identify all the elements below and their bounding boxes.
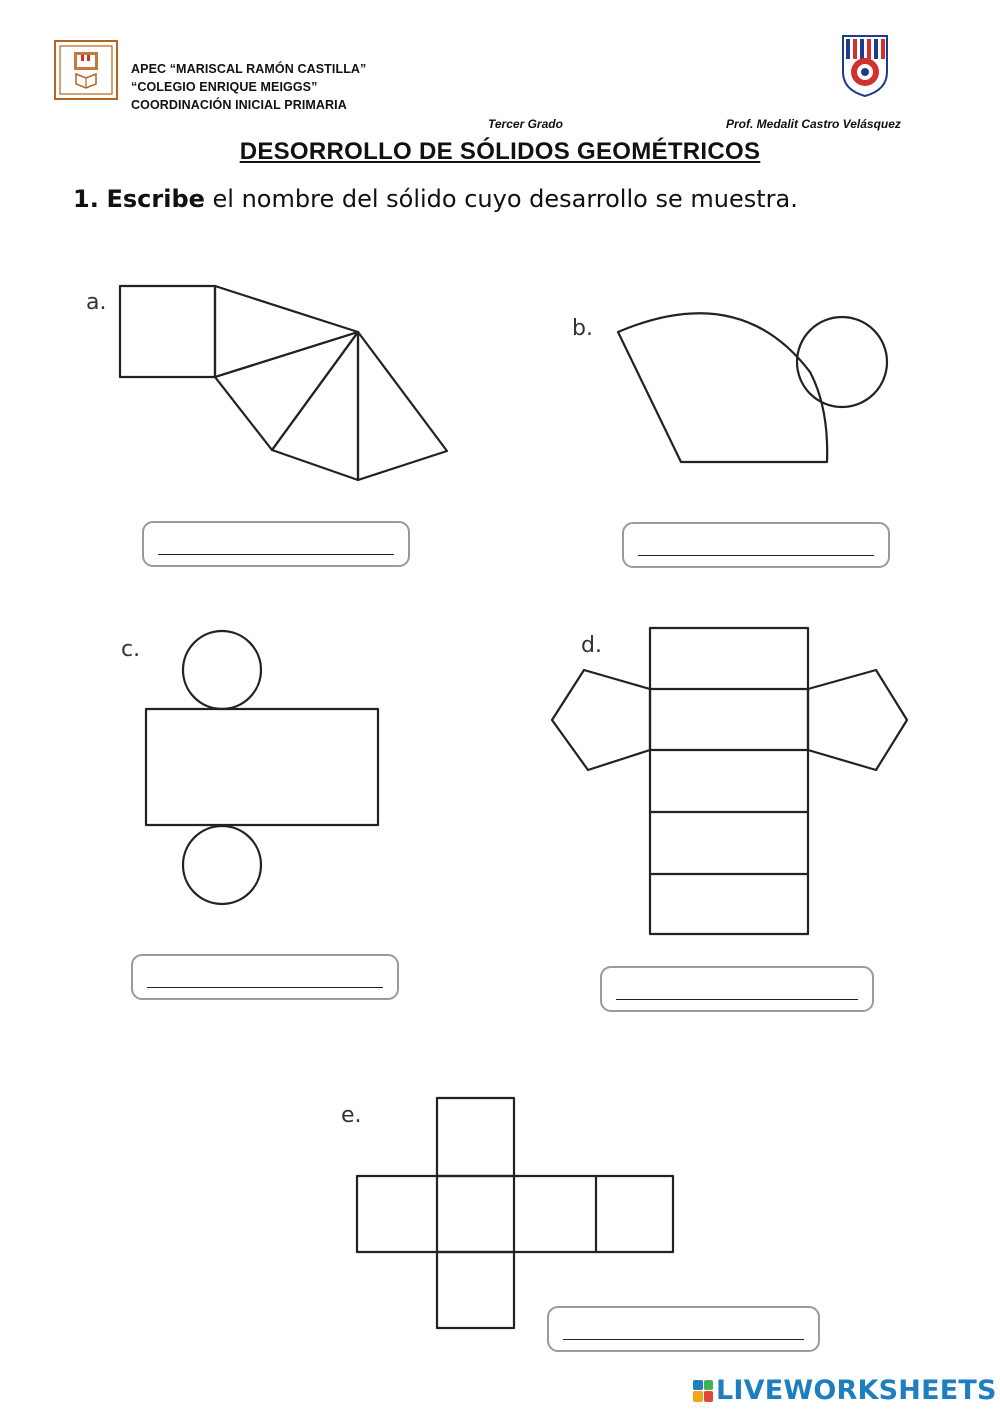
liveworksheets-logo[interactable] bbox=[693, 1375, 997, 1406]
school-line-3: COORDINACIÓN INICIAL PRIMARIA bbox=[131, 98, 347, 112]
item-e-letter: e. bbox=[341, 1103, 362, 1128]
school-line-1: APEC “MARISCAL RAMÓN CASTILLA” bbox=[131, 62, 367, 76]
instruction-text: el nombre del sólido cuyo desarrollo se muestra. bbox=[204, 185, 798, 213]
instruction-verb: Escribe bbox=[106, 185, 205, 213]
answer-box-e[interactable] bbox=[547, 1306, 820, 1352]
teacher-label: Prof. Medalit Castro Velásquez bbox=[726, 117, 901, 131]
grade-label: Tercer Grado bbox=[488, 117, 563, 131]
liveworksheets-brand: LIVEWORKSHEETS bbox=[716, 1375, 997, 1406]
school-line-2: “COLEGIO ENRIQUE MEIGGS” bbox=[131, 80, 318, 94]
liveworksheets-icon bbox=[693, 1380, 713, 1402]
answer-line-e bbox=[563, 1339, 804, 1340]
instruction-number: 1. bbox=[73, 185, 99, 213]
item-d-letter: d. bbox=[581, 633, 602, 658]
item-b-letter: b. bbox=[572, 316, 593, 341]
item-c-letter: c. bbox=[121, 637, 141, 662]
item-a-letter: a. bbox=[86, 290, 107, 315]
page-title: DESORROLLO DE SÓLIDOS GEOMÉTRICOS bbox=[239, 138, 761, 165]
